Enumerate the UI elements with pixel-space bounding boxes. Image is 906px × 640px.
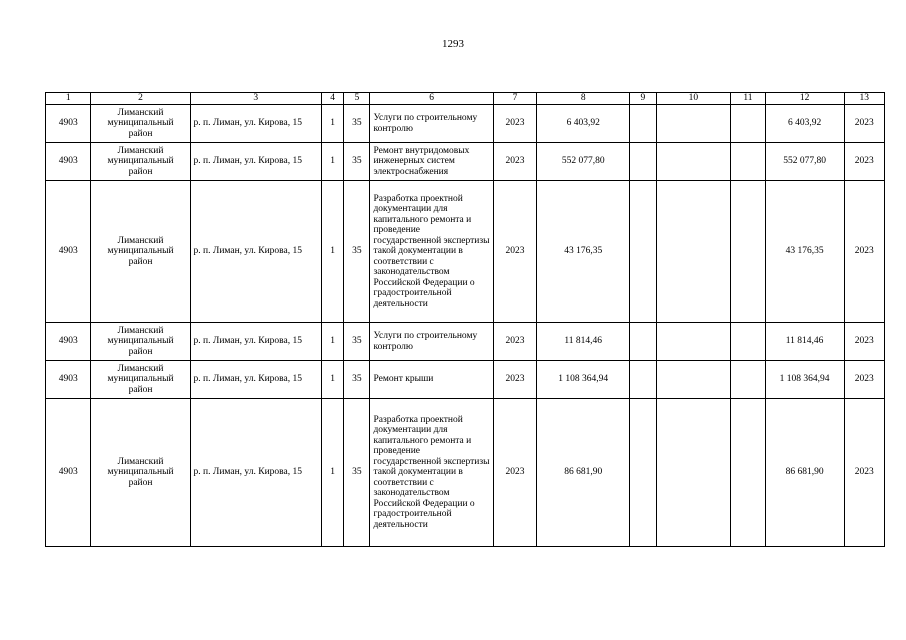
cell-code: 4903 [46,105,91,143]
cell-total: 86 681,90 [765,399,844,547]
column-header: 10 [656,93,731,105]
cell-col5: 35 [344,181,370,323]
cell-cost: 6 403,92 [537,105,630,143]
cell-year: 2023 [493,181,536,323]
cell-col5: 35 [344,323,370,361]
cell-col11 [731,361,765,399]
cell-col11 [731,105,765,143]
cell-col9 [630,399,656,547]
cell-cost: 1 108 364,94 [537,361,630,399]
table-row [46,181,885,323]
cell-col11 [731,181,765,323]
cell-address: р. п. Лиман, ул. Кирова, 15 [190,399,321,547]
column-header: 6 [370,93,493,105]
cell-end-year: 2023 [844,105,885,143]
column-header: 12 [765,93,844,105]
cell-total: 11 814,46 [765,323,844,361]
cell-col11 [731,399,765,547]
cell-municipality: Лиманский муниципальный район [91,323,190,361]
cell-col9 [630,105,656,143]
table-row [46,323,885,361]
cell-work-type: Ремонт внутридомовых инженерных систем электроснабжения [370,143,493,181]
cell-col10 [656,399,731,547]
cell-year: 2023 [493,361,536,399]
cell-cost: 11 814,46 [537,323,630,361]
column-header: 5 [344,93,370,105]
cell-year: 2023 [493,143,536,181]
cell-col4: 1 [321,323,343,361]
cell-code: 4903 [46,143,91,181]
cell-col10 [656,361,731,399]
cell-year: 2023 [493,323,536,361]
column-header: 13 [844,93,885,105]
column-header: 9 [630,93,656,105]
cell-col11 [731,323,765,361]
cell-year: 2023 [493,399,536,547]
column-header: 8 [537,93,630,105]
cell-work-type: Услуги по строительному контролю [370,323,493,361]
cell-municipality: Лиманский муниципальный район [91,105,190,143]
cell-col5: 35 [344,399,370,547]
cell-end-year: 2023 [844,399,885,547]
cell-total: 6 403,92 [765,105,844,143]
table-row [46,105,885,143]
cell-code: 4903 [46,361,91,399]
cell-total: 43 176,35 [765,181,844,323]
table-row [46,361,885,399]
cell-col10 [656,105,731,143]
cell-work-type: Разработка проектной документации для капитального ремонта и проведение государственной экспертизы такой документации в соответствии с законодательством Российской Федерации о градостроительной деятельности [370,399,493,547]
cell-municipality: Лиманский муниципальный район [91,361,190,399]
cell-municipality: Лиманский муниципальный район [91,143,190,181]
cell-cost: 552 077,80 [537,143,630,181]
cell-address: р. п. Лиман, ул. Кирова, 15 [190,105,321,143]
cell-code: 4903 [46,181,91,323]
cell-col4: 1 [321,361,343,399]
column-header: 4 [321,93,343,105]
cell-end-year: 2023 [844,323,885,361]
cell-col5: 35 [344,105,370,143]
column-header: 11 [731,93,765,105]
column-number-row [46,93,885,105]
table-row [46,143,885,181]
works-table [45,92,885,547]
cell-address: р. п. Лиман, ул. Кирова, 15 [190,323,321,361]
cell-cost: 86 681,90 [537,399,630,547]
table-body [46,105,885,547]
cell-col4: 1 [321,399,343,547]
cell-col10 [656,143,731,181]
cell-col5: 35 [344,143,370,181]
cell-address: р. п. Лиман, ул. Кирова, 15 [190,181,321,323]
cell-cost: 43 176,35 [537,181,630,323]
cell-total: 1 108 364,94 [765,361,844,399]
cell-col10 [656,323,731,361]
cell-col11 [731,143,765,181]
cell-code: 4903 [46,399,91,547]
cell-year: 2023 [493,105,536,143]
cell-col10 [656,181,731,323]
column-header: 7 [493,93,536,105]
cell-col9 [630,361,656,399]
cell-end-year: 2023 [844,361,885,399]
cell-work-type: Разработка проектной документации для капитального ремонта и проведение государственной экспертизы такой документации в соответствии с законодательством Российской Федерации о градостроительной деятельности [370,181,493,323]
cell-col9 [630,323,656,361]
cell-municipality: Лиманский муниципальный район [91,181,190,323]
cell-col4: 1 [321,105,343,143]
cell-end-year: 2023 [844,181,885,323]
cell-col9 [630,181,656,323]
cell-work-type: Ремонт крыши [370,361,493,399]
cell-address: р. п. Лиман, ул. Кирова, 15 [190,361,321,399]
cell-address: р. п. Лиман, ул. Кирова, 15 [190,143,321,181]
column-header: 1 [46,93,91,105]
cell-col4: 1 [321,181,343,323]
cell-municipality: Лиманский муниципальный район [91,399,190,547]
cell-total: 552 077,80 [765,143,844,181]
cell-code: 4903 [46,323,91,361]
cell-end-year: 2023 [844,143,885,181]
column-header: 3 [190,93,321,105]
column-header: 2 [91,93,190,105]
cell-col5: 35 [344,361,370,399]
table-row [46,399,885,547]
cell-work-type: Услуги по строительному контролю [370,105,493,143]
cell-col4: 1 [321,143,343,181]
cell-col9 [630,143,656,181]
page-number: 1293 [442,38,464,50]
